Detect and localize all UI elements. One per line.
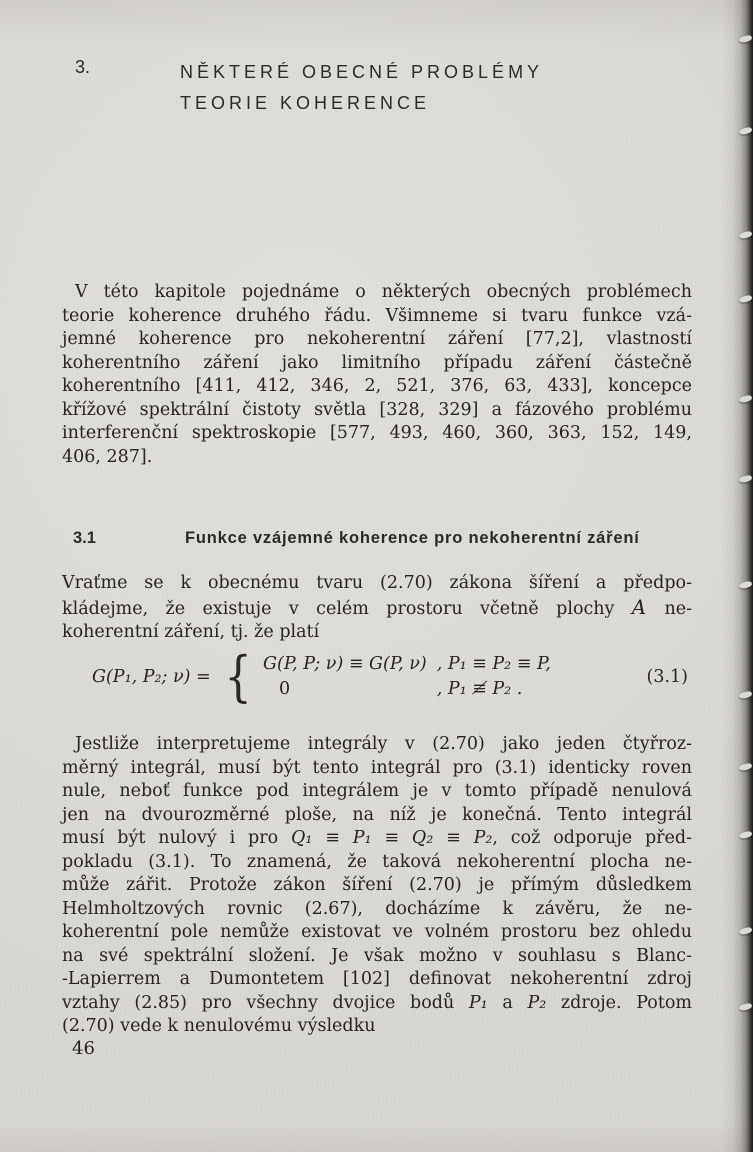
section-heading: [73, 529, 640, 548]
equation-cases: [263, 652, 551, 702]
chapter-title-line1: NĚKTERÉ OBECNÉ PROBLÉMY: [180, 62, 544, 82]
text-line: 406, 287].: [62, 446, 153, 467]
equation-case1-condition: , P₁ ≡ P₂ ≡ P,: [436, 654, 551, 674]
text-segment: Q₁ ≡ P₁ ≡ Q₂ ≡ P₂: [290, 828, 493, 848]
text-segment: musí být nulový i pro: [62, 828, 291, 848]
chapter-title-line2: TEORIE KOHERENCE: [180, 93, 431, 113]
text-segment: , což odporuje před-: [492, 828, 693, 848]
text-segment: vztahy (2.85) pro všechny dvojice bodů: [62, 992, 469, 1013]
text-line: interferenční spektroskopie [577, 493, 460, 360, 363, 152, 149,: [62, 423, 692, 443]
text-line: -Lapierrem a Dumontetem [102] definovat nekoherentní zdroj: [62, 969, 692, 989]
text-line: koherentní pole nemůže existovat ve volném prostoru bez ohledu: [62, 922, 692, 942]
text-line: koherentního záření jako limitního případu záření částečně: [62, 352, 692, 373]
text-line: pokladu (3.1). To znamená, že taková nekoherentní plocha ne-: [62, 851, 692, 872]
text-line: Jestliže interpretujeme integrály v (2.70) jako jeden čtyřroz-: [75, 734, 692, 754]
lead-paragraph: [62, 572, 692, 645]
equation-body: [92, 645, 551, 708]
text-line: (2.70) vede k nenulovému výsledku: [62, 1016, 376, 1036]
text-segment: zdroje. Potom: [546, 992, 693, 1013]
text-segment: P₂: [527, 992, 547, 1013]
section-title: Funkce vzájemné koherence pro nekoherentní záření: [185, 529, 640, 547]
text-line: na své spektrální složení. Je však možno v souhlasu s Blanc-: [62, 945, 692, 966]
equation-case2-condition: , P₁ ≢ P₂ .: [436, 679, 523, 699]
equation-case1-value: G(P, P; ν) ≡ G(P, ν): [263, 654, 427, 674]
text-line: měrný integrál, musí být tento integrál pro (3.1) identicky roven: [62, 757, 692, 778]
chapter-number: 3.: [75, 57, 91, 77]
text-line: nule, neboť funkce pod integrálem je v tomto případě nenulová: [62, 781, 692, 801]
equation-3-1: [62, 645, 692, 708]
book-edge-shadow: [721, 0, 753, 1152]
body-paragraph: [62, 733, 692, 1039]
equation-lhs: G(P₁, P₂; ν) =: [92, 667, 211, 687]
text-segment: P₁: [468, 992, 488, 1013]
text-line: [62, 596, 692, 622]
script-area-symbol: A: [631, 595, 648, 619]
section-number: 3.1: [73, 529, 96, 547]
text-line: teorie koherence druhého řádu. Všimneme si tvaru funkce vzá-: [62, 305, 692, 326]
text-segment: a: [487, 992, 528, 1013]
text-line: koherentního [411, 412, 346, 2, 521, 376, 63, 433], koncepce: [62, 376, 692, 396]
text-line: Vraťme se k obecnému tvaru (2.70) zákona šíření a předpo-: [62, 573, 692, 593]
text-line: Helmholtzových rovnic (2.67), docházíme k závěru, že ne-: [62, 898, 692, 919]
text-line: V této kapitole pojednáme o některých obecných problémech: [75, 282, 692, 302]
text-line: může zářit. Protože zákon šíření (2.70) je přímým důsledkem: [62, 875, 692, 895]
text-segment: kládejme, že existuje v celém prostoru včetně plochy: [62, 598, 632, 619]
text-line: [62, 827, 692, 851]
chapter-title: [180, 57, 543, 119]
text-line: koherentní záření, tj. že platí: [62, 622, 320, 642]
text-segment: ne-: [647, 598, 692, 619]
equation-case2-value: 0: [279, 679, 291, 699]
equation-number: (3.1): [646, 667, 688, 687]
text-line: [62, 992, 692, 1016]
left-brace: {: [224, 645, 252, 708]
text-line: jen na dvourozměrné ploše, na níž je konečná. Tento integrál: [62, 804, 692, 825]
page-number: 46: [72, 1038, 95, 1059]
chapter-heading: [75, 57, 543, 119]
intro-paragraph: [62, 281, 692, 469]
text-line: jemné koherence pro nekoherentní záření [77,2], vlastností: [62, 329, 692, 349]
text-line: křížové spektrální čistoty světla [328, 329] a fázového problému: [62, 399, 692, 420]
